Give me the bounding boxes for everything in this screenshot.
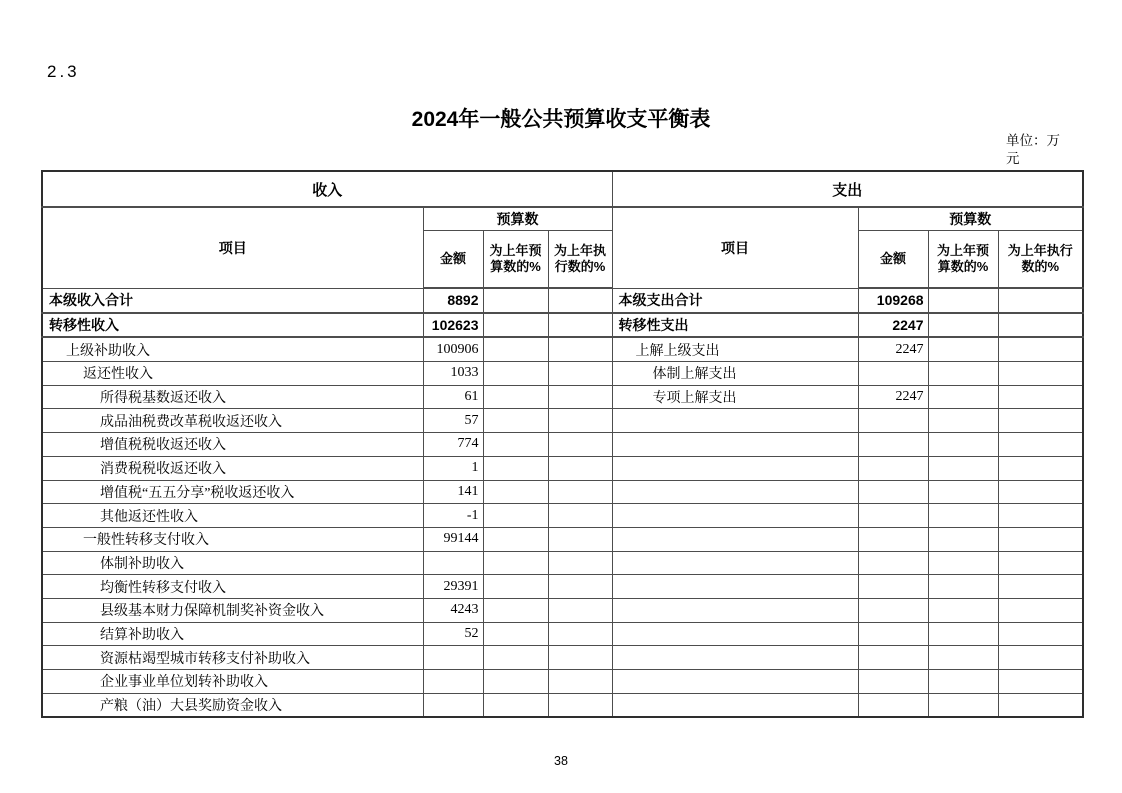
revenue-item-label: 成品油税费改革税收返还收入	[42, 409, 423, 433]
revenue-pct-actual-cell	[548, 288, 612, 313]
expenditure-amount-cell	[858, 575, 928, 599]
revenue-item-label: 均衡性转移支付收入	[42, 575, 423, 599]
revenue-pct-actual-cell	[548, 527, 612, 551]
table-row	[42, 288, 1083, 313]
revenue-amount-cell: 141	[423, 480, 483, 504]
revenue-pct-budget-cell	[483, 409, 548, 433]
table-row	[42, 433, 1083, 457]
table-row	[42, 646, 1083, 670]
revenue-item-label: 资源枯竭型城市转移支付补助收入	[42, 646, 423, 670]
expenditure-amount-cell	[858, 551, 928, 575]
revenue-amount-cell: 8892	[423, 288, 483, 313]
expenditure-pct-actual-cell	[998, 385, 1083, 409]
expenditure-pct-budget-cell	[928, 598, 998, 622]
expenditure-item-label	[612, 409, 858, 433]
expenditure-pct-actual-cell	[998, 598, 1083, 622]
table-row	[42, 527, 1083, 551]
expenditure-pct-budget-cell	[928, 551, 998, 575]
expenditure-pct-actual-cell	[998, 551, 1083, 575]
table-row	[42, 693, 1083, 717]
revenue-pct-actual-cell	[548, 313, 612, 338]
revenue-pct-budget-header: 为上年预算数的%	[483, 231, 548, 289]
revenue-pct-actual-cell	[548, 598, 612, 622]
revenue-amount-cell	[423, 670, 483, 694]
expenditure-item-label: 上解上级支出	[612, 337, 858, 361]
revenue-pct-actual-cell	[548, 504, 612, 528]
expenditure-pct-actual-cell	[998, 480, 1083, 504]
expenditure-amount-cell	[858, 670, 928, 694]
revenue-amount-cell	[423, 551, 483, 575]
revenue-pct-budget-cell	[483, 385, 548, 409]
revenue-pct-budget-cell	[483, 622, 548, 646]
expenditure-amount-cell	[858, 527, 928, 551]
expenditure-amount-cell	[858, 362, 928, 386]
table-row	[42, 480, 1083, 504]
revenue-pct-actual-cell	[548, 433, 612, 457]
section-number: 2.3	[47, 62, 80, 81]
revenue-pct-actual-header: 为上年执行数的%	[548, 231, 612, 289]
expenditure-pct-budget-cell	[928, 288, 998, 313]
expenditure-pct-actual-cell	[998, 527, 1083, 551]
table-row	[42, 313, 1083, 338]
expenditure-item-label	[612, 598, 858, 622]
expenditure-item-label	[612, 575, 858, 599]
table-row	[42, 622, 1083, 646]
unit-label: 单位：万元	[1006, 133, 1060, 167]
revenue-pct-budget-cell	[483, 362, 548, 386]
revenue-item-header: 项目	[42, 207, 423, 288]
expenditure-pct-budget-cell	[928, 527, 998, 551]
expenditure-pct-actual-cell	[998, 409, 1083, 433]
expenditure-item-label	[612, 693, 858, 717]
revenue-amount-cell: 57	[423, 409, 483, 433]
revenue-pct-budget-cell	[483, 433, 548, 457]
expenditure-pct-budget-cell	[928, 456, 998, 480]
expenditure-item-label	[612, 456, 858, 480]
expenditure-pct-actual-cell	[998, 433, 1083, 457]
expenditure-pct-actual-cell	[998, 622, 1083, 646]
expenditure-amount-cell	[858, 433, 928, 457]
expenditure-pct-budget-cell	[928, 575, 998, 599]
expenditure-amount-cell	[858, 646, 928, 670]
expenditure-pct-budget-header: 为上年预算数的%	[928, 231, 998, 289]
expenditure-item-label	[612, 670, 858, 694]
revenue-item-label: 一般性转移支付收入	[42, 527, 423, 551]
table-body	[42, 288, 1083, 717]
table-row	[42, 598, 1083, 622]
table-row	[42, 504, 1083, 528]
revenue-pct-budget-cell	[483, 670, 548, 694]
revenue-amount-cell: 4243	[423, 598, 483, 622]
expenditure-pct-budget-cell	[928, 337, 998, 361]
revenue-pct-budget-cell	[483, 288, 548, 313]
expenditure-item-label: 专项上解支出	[612, 385, 858, 409]
revenue-amount-cell: 29391	[423, 575, 483, 599]
expenditure-amount-cell	[858, 409, 928, 433]
revenue-pct-actual-cell	[548, 670, 612, 694]
expenditure-pct-budget-cell	[928, 504, 998, 528]
revenue-pct-actual-cell	[548, 693, 612, 717]
expenditure-item-label: 体制上解支出	[612, 362, 858, 386]
expenditure-pct-budget-cell	[928, 646, 998, 670]
revenue-item-label: 所得税基数返还收入	[42, 385, 423, 409]
expenditure-item-header: 项目	[612, 207, 858, 288]
revenue-pct-budget-cell	[483, 527, 548, 551]
revenue-pct-actual-cell	[548, 551, 612, 575]
revenue-item-label: 转移性收入	[42, 313, 423, 338]
revenue-pct-actual-cell	[548, 646, 612, 670]
expenditure-pct-budget-cell	[928, 362, 998, 386]
expenditure-pct-budget-cell	[928, 670, 998, 694]
revenue-pct-actual-cell	[548, 362, 612, 386]
expenditure-section-header: 支出	[612, 171, 1083, 207]
expenditure-amount-cell: 109268	[858, 288, 928, 313]
revenue-item-label: 其他返还性收入	[42, 504, 423, 528]
revenue-pct-budget-cell	[483, 456, 548, 480]
expenditure-budget-header: 预算数	[858, 207, 1083, 231]
revenue-pct-budget-cell	[483, 337, 548, 361]
expenditure-item-label	[612, 527, 858, 551]
revenue-item-label: 增值税“五五分享”税收返还收入	[42, 480, 423, 504]
table-row	[42, 551, 1083, 575]
revenue-amount-cell: 774	[423, 433, 483, 457]
expenditure-pct-budget-cell	[928, 693, 998, 717]
revenue-item-label: 县级基本财力保障机制奖补资金收入	[42, 598, 423, 622]
expenditure-pct-actual-header: 为上年执行数的%	[998, 231, 1083, 289]
revenue-amount-cell	[423, 693, 483, 717]
revenue-item-label: 消费税税收返还收入	[42, 456, 423, 480]
revenue-item-label: 返还性收入	[42, 362, 423, 386]
expenditure-amount-cell	[858, 456, 928, 480]
revenue-pct-actual-cell	[548, 480, 612, 504]
expenditure-amount-cell: 2247	[858, 313, 928, 338]
table-row	[42, 337, 1083, 361]
revenue-pct-budget-cell	[483, 575, 548, 599]
revenue-pct-budget-cell	[483, 480, 548, 504]
expenditure-pct-actual-cell	[998, 337, 1083, 361]
revenue-amount-cell: 1	[423, 456, 483, 480]
expenditure-pct-actual-cell	[998, 504, 1083, 528]
revenue-pct-budget-cell	[483, 693, 548, 717]
expenditure-amount-cell: 2247	[858, 385, 928, 409]
revenue-pct-actual-cell	[548, 385, 612, 409]
revenue-item-label: 结算补助收入	[42, 622, 423, 646]
table-row	[42, 385, 1083, 409]
revenue-pct-budget-cell	[483, 598, 548, 622]
expenditure-item-label	[612, 622, 858, 646]
expenditure-item-label	[612, 504, 858, 528]
table-row	[42, 575, 1083, 599]
revenue-amount-cell: 100906	[423, 337, 483, 361]
expenditure-item-label	[612, 551, 858, 575]
expenditure-item-label	[612, 480, 858, 504]
revenue-amount-cell: 52	[423, 622, 483, 646]
revenue-amount-cell: 1033	[423, 362, 483, 386]
revenue-pct-actual-cell	[548, 456, 612, 480]
revenue-section-header: 收入	[42, 171, 612, 207]
table-row	[42, 456, 1083, 480]
expenditure-item-label	[612, 433, 858, 457]
revenue-amount-cell: 61	[423, 385, 483, 409]
expenditure-item-label: 转移性支出	[612, 313, 858, 338]
expenditure-pct-actual-cell	[998, 313, 1083, 338]
revenue-amount-cell	[423, 646, 483, 670]
table-row	[42, 362, 1083, 386]
expenditure-item-label: 本级支出合计	[612, 288, 858, 313]
revenue-item-label: 企业事业单位划转补助收入	[42, 670, 423, 694]
expenditure-amount-cell	[858, 598, 928, 622]
revenue-pct-actual-cell	[548, 409, 612, 433]
revenue-pct-budget-cell	[483, 646, 548, 670]
expenditure-pct-actual-cell	[998, 646, 1083, 670]
revenue-pct-actual-cell	[548, 622, 612, 646]
revenue-item-label: 上级补助收入	[42, 337, 423, 361]
expenditure-pct-actual-cell	[998, 456, 1083, 480]
expenditure-amount-cell	[858, 504, 928, 528]
expenditure-amount-header: 金额	[858, 231, 928, 289]
revenue-item-label: 产粮（油）大县奖励资金收入	[42, 693, 423, 717]
table-row	[42, 670, 1083, 694]
revenue-pct-budget-cell	[483, 313, 548, 338]
revenue-amount-cell: 102623	[423, 313, 483, 338]
table-row	[42, 409, 1083, 433]
revenue-budget-header: 预算数	[423, 207, 612, 231]
expenditure-pct-actual-cell	[998, 288, 1083, 313]
expenditure-pct-budget-cell	[928, 480, 998, 504]
revenue-amount-cell: -1	[423, 504, 483, 528]
expenditure-pct-actual-cell	[998, 670, 1083, 694]
expenditure-amount-cell	[858, 693, 928, 717]
expenditure-pct-budget-cell	[928, 622, 998, 646]
budget-balance-table	[41, 170, 1084, 718]
expenditure-amount-cell	[858, 480, 928, 504]
revenue-item-label: 体制补助收入	[42, 551, 423, 575]
expenditure-pct-budget-cell	[928, 409, 998, 433]
expenditure-amount-cell: 2247	[858, 337, 928, 361]
revenue-item-label: 本级收入合计	[42, 288, 423, 313]
expenditure-amount-cell	[858, 622, 928, 646]
revenue-pct-budget-cell	[483, 551, 548, 575]
page-number: 38	[554, 754, 568, 768]
revenue-item-label: 增值税税收返还收入	[42, 433, 423, 457]
expenditure-pct-budget-cell	[928, 385, 998, 409]
expenditure-pct-budget-cell	[928, 313, 998, 338]
revenue-pct-actual-cell	[548, 575, 612, 599]
expenditure-pct-actual-cell	[998, 575, 1083, 599]
page-title: 2024年一般公共预算收支平衡表	[411, 108, 711, 131]
expenditure-pct-actual-cell	[998, 362, 1083, 386]
revenue-amount-header: 金额	[423, 231, 483, 289]
expenditure-pct-budget-cell	[928, 433, 998, 457]
revenue-amount-cell: 99144	[423, 527, 483, 551]
expenditure-item-label	[612, 646, 858, 670]
revenue-pct-budget-cell	[483, 504, 548, 528]
expenditure-pct-actual-cell	[998, 693, 1083, 717]
revenue-pct-actual-cell	[548, 337, 612, 361]
